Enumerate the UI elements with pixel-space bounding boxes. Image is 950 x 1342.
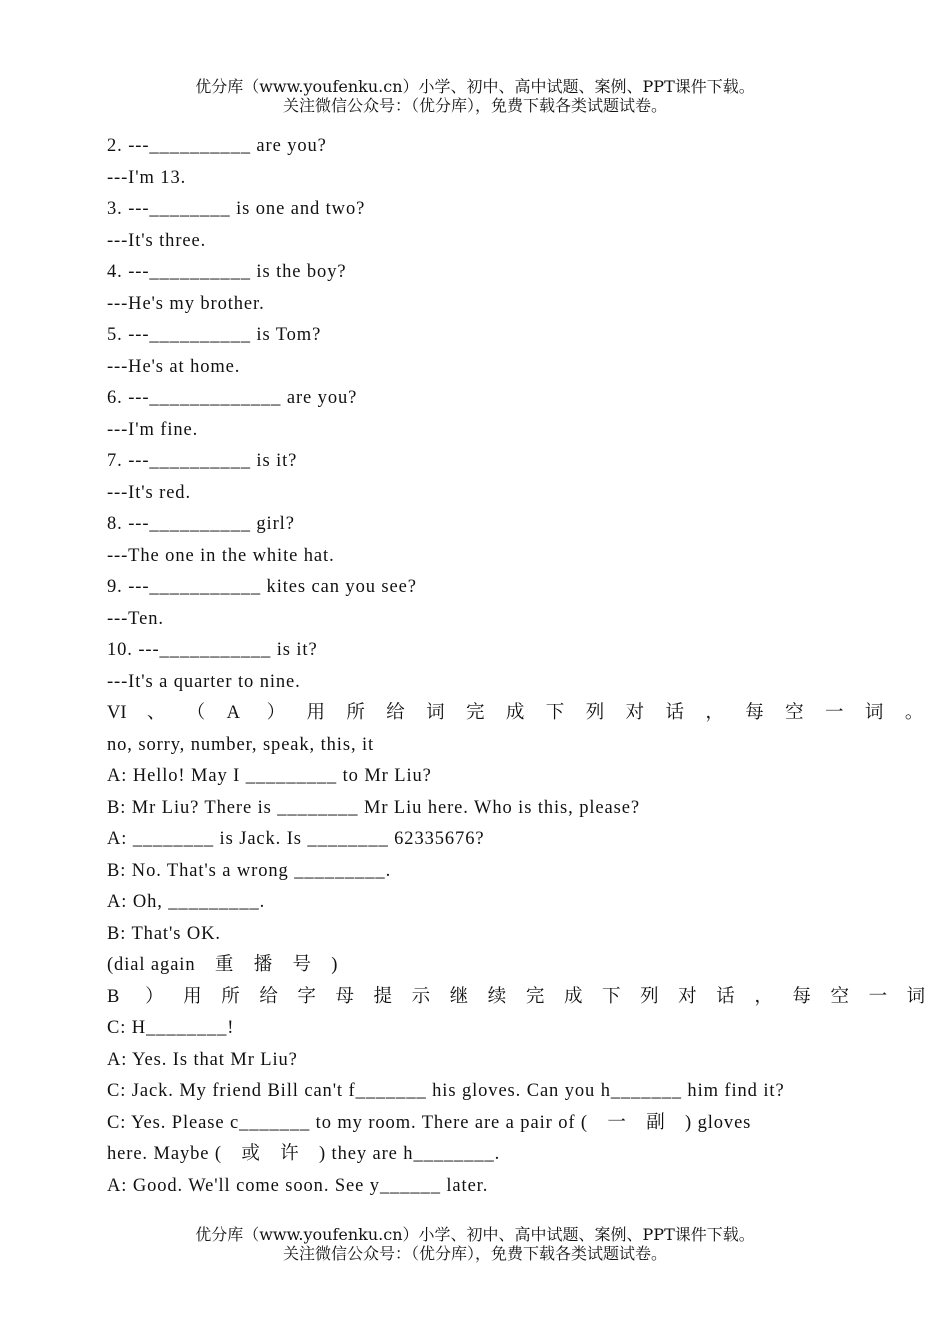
dialog-line: A: Hello! May I _________ to Mr Liu?: [107, 766, 432, 786]
dialog-line: B: No. That's a wrong _________.: [107, 860, 392, 881]
dialog-line: A: Oh, _________.: [107, 892, 266, 912]
page-header: [0, 77, 950, 115]
heading-glyph: 一: [868, 986, 888, 1007]
heading-glyph: 。: [904, 703, 924, 723]
heading-glyph: ）: [266, 703, 286, 723]
answer-line: ---He's at home.: [107, 356, 241, 377]
dialog-line: B: Mr Liu? There is ________ Mr Liu here. Who is this, please?: [107, 797, 640, 818]
question-line: 3. ---________ is one and two?: [107, 199, 366, 219]
heading-glyph: 示: [411, 986, 431, 1007]
heading-glyph: ，: [754, 986, 773, 1007]
heading-glyph: 话: [716, 986, 735, 1007]
heading-glyph: 继: [449, 986, 469, 1007]
heading-glyph: 给: [386, 703, 405, 723]
section-b-heading: [107, 987, 950, 1019]
dialog-line: C: Yes. Please c_______ to my room. There are a pair of ( 一 副 ) gloves: [107, 1112, 752, 1133]
question-line: 8. ---__________ girl?: [107, 514, 295, 534]
section-vi-heading: [107, 703, 950, 735]
dialog-line: C: Jack. My friend Bill can't f_______ his gloves. Can you h_______ him find it?: [107, 1081, 785, 1101]
heading-glyph: 所: [346, 703, 365, 723]
heading-glyph: 词: [864, 703, 884, 723]
heading-glyph: 每: [792, 986, 811, 1007]
heading-glyph: 所: [221, 986, 240, 1007]
dialog-line: C: H________!: [107, 1018, 235, 1038]
question-line: 4. ---__________ is the boy?: [107, 262, 347, 282]
heading-glyph: 对: [625, 703, 645, 723]
heading-glyph: 用: [183, 986, 202, 1007]
heading-glyph: 成: [505, 703, 525, 723]
heading-glyph: 空: [785, 703, 804, 723]
heading-glyph: 每: [745, 703, 764, 723]
heading-glyph: 、: [146, 703, 166, 723]
heading-glyph: 下: [602, 986, 621, 1007]
footer-line-1: 优分库（www.youfenku.cn）小学、初中、高中试题、案例、PPT课件下载。: [195, 1225, 755, 1244]
question-line: 5. ---__________ is Tom?: [107, 325, 322, 345]
heading-glyph: 列: [585, 703, 605, 723]
heading-glyph: 完: [466, 703, 485, 723]
heading-glyph: B: [107, 986, 120, 1007]
heading-glyph: 下: [545, 703, 565, 723]
answer-line: ---The one in the white hat.: [107, 545, 335, 566]
footer-line-2: 关注微信公众号：（优分库），免费下载各类试题试卷。: [282, 1244, 667, 1263]
heading-glyph: 对: [678, 986, 697, 1007]
word-bank: no, sorry, number, speak, this, it: [107, 734, 375, 755]
answer-line: ---Ten.: [107, 608, 164, 629]
heading-glyph: ，: [705, 703, 724, 723]
heading-glyph: 一: [825, 703, 844, 723]
question-line: 10. ---___________ is it?: [107, 640, 318, 660]
dial-again-note: (dial again 重 播 号 ): [107, 955, 339, 975]
heading-glyph: 空: [830, 986, 849, 1007]
heading-glyph: 完: [525, 986, 545, 1007]
header-line-1: 优分库（www.youfenku.cn）小学、初中、高中试题、案例、PPT课件下载。: [195, 77, 755, 96]
answer-line: ---He's my brother.: [107, 293, 265, 314]
heading-glyph: 提: [373, 986, 393, 1007]
question-line: 6. ---_____________ are you?: [107, 388, 358, 408]
answer-line: ---It's three.: [107, 230, 207, 251]
worksheet-body: [107, 136, 950, 1207]
heading-glyph: A: [226, 703, 241, 723]
answer-line: ---It's a quarter to nine.: [107, 671, 301, 692]
heading-glyph: VI: [107, 703, 127, 723]
dialog-line: here. Maybe ( 或 许 ) they are h________.: [107, 1144, 501, 1164]
dialog-line: A: ________ is Jack. Is ________ 62335676?: [107, 829, 485, 849]
heading-glyph: 字: [297, 986, 316, 1007]
dialog-line: B: That's OK.: [107, 923, 221, 944]
dialog-line: A: Yes. Is that Mr Liu?: [107, 1049, 298, 1070]
heading-glyph: 词: [906, 986, 926, 1007]
page-footer: [0, 1225, 950, 1263]
answer-line: ---It's red.: [107, 482, 191, 503]
answer-line: ---I'm 13.: [107, 167, 187, 188]
heading-glyph: 给: [259, 986, 278, 1007]
answer-line: ---I'm fine.: [107, 419, 199, 440]
heading-glyph: ）: [145, 986, 164, 1007]
question-line: 7. ---__________ is it?: [107, 451, 298, 471]
heading-glyph: 列: [640, 986, 659, 1007]
heading-glyph: （: [186, 703, 206, 723]
question-line: 2. ---__________ are you?: [107, 136, 327, 156]
heading-glyph: 用: [306, 703, 325, 723]
heading-glyph: 续: [487, 986, 507, 1007]
heading-glyph: 词: [426, 703, 445, 723]
question-line: 9. ---___________ kites can you see?: [107, 577, 417, 597]
header-line-2: 关注微信公众号：（优分库），免费下载各类试题试卷。: [282, 96, 667, 115]
heading-glyph: 话: [665, 703, 684, 723]
heading-glyph: 母: [335, 986, 354, 1007]
dialog-line: A: Good. We'll come soon. See y______ later.: [107, 1175, 489, 1196]
heading-glyph: 成: [563, 986, 583, 1007]
